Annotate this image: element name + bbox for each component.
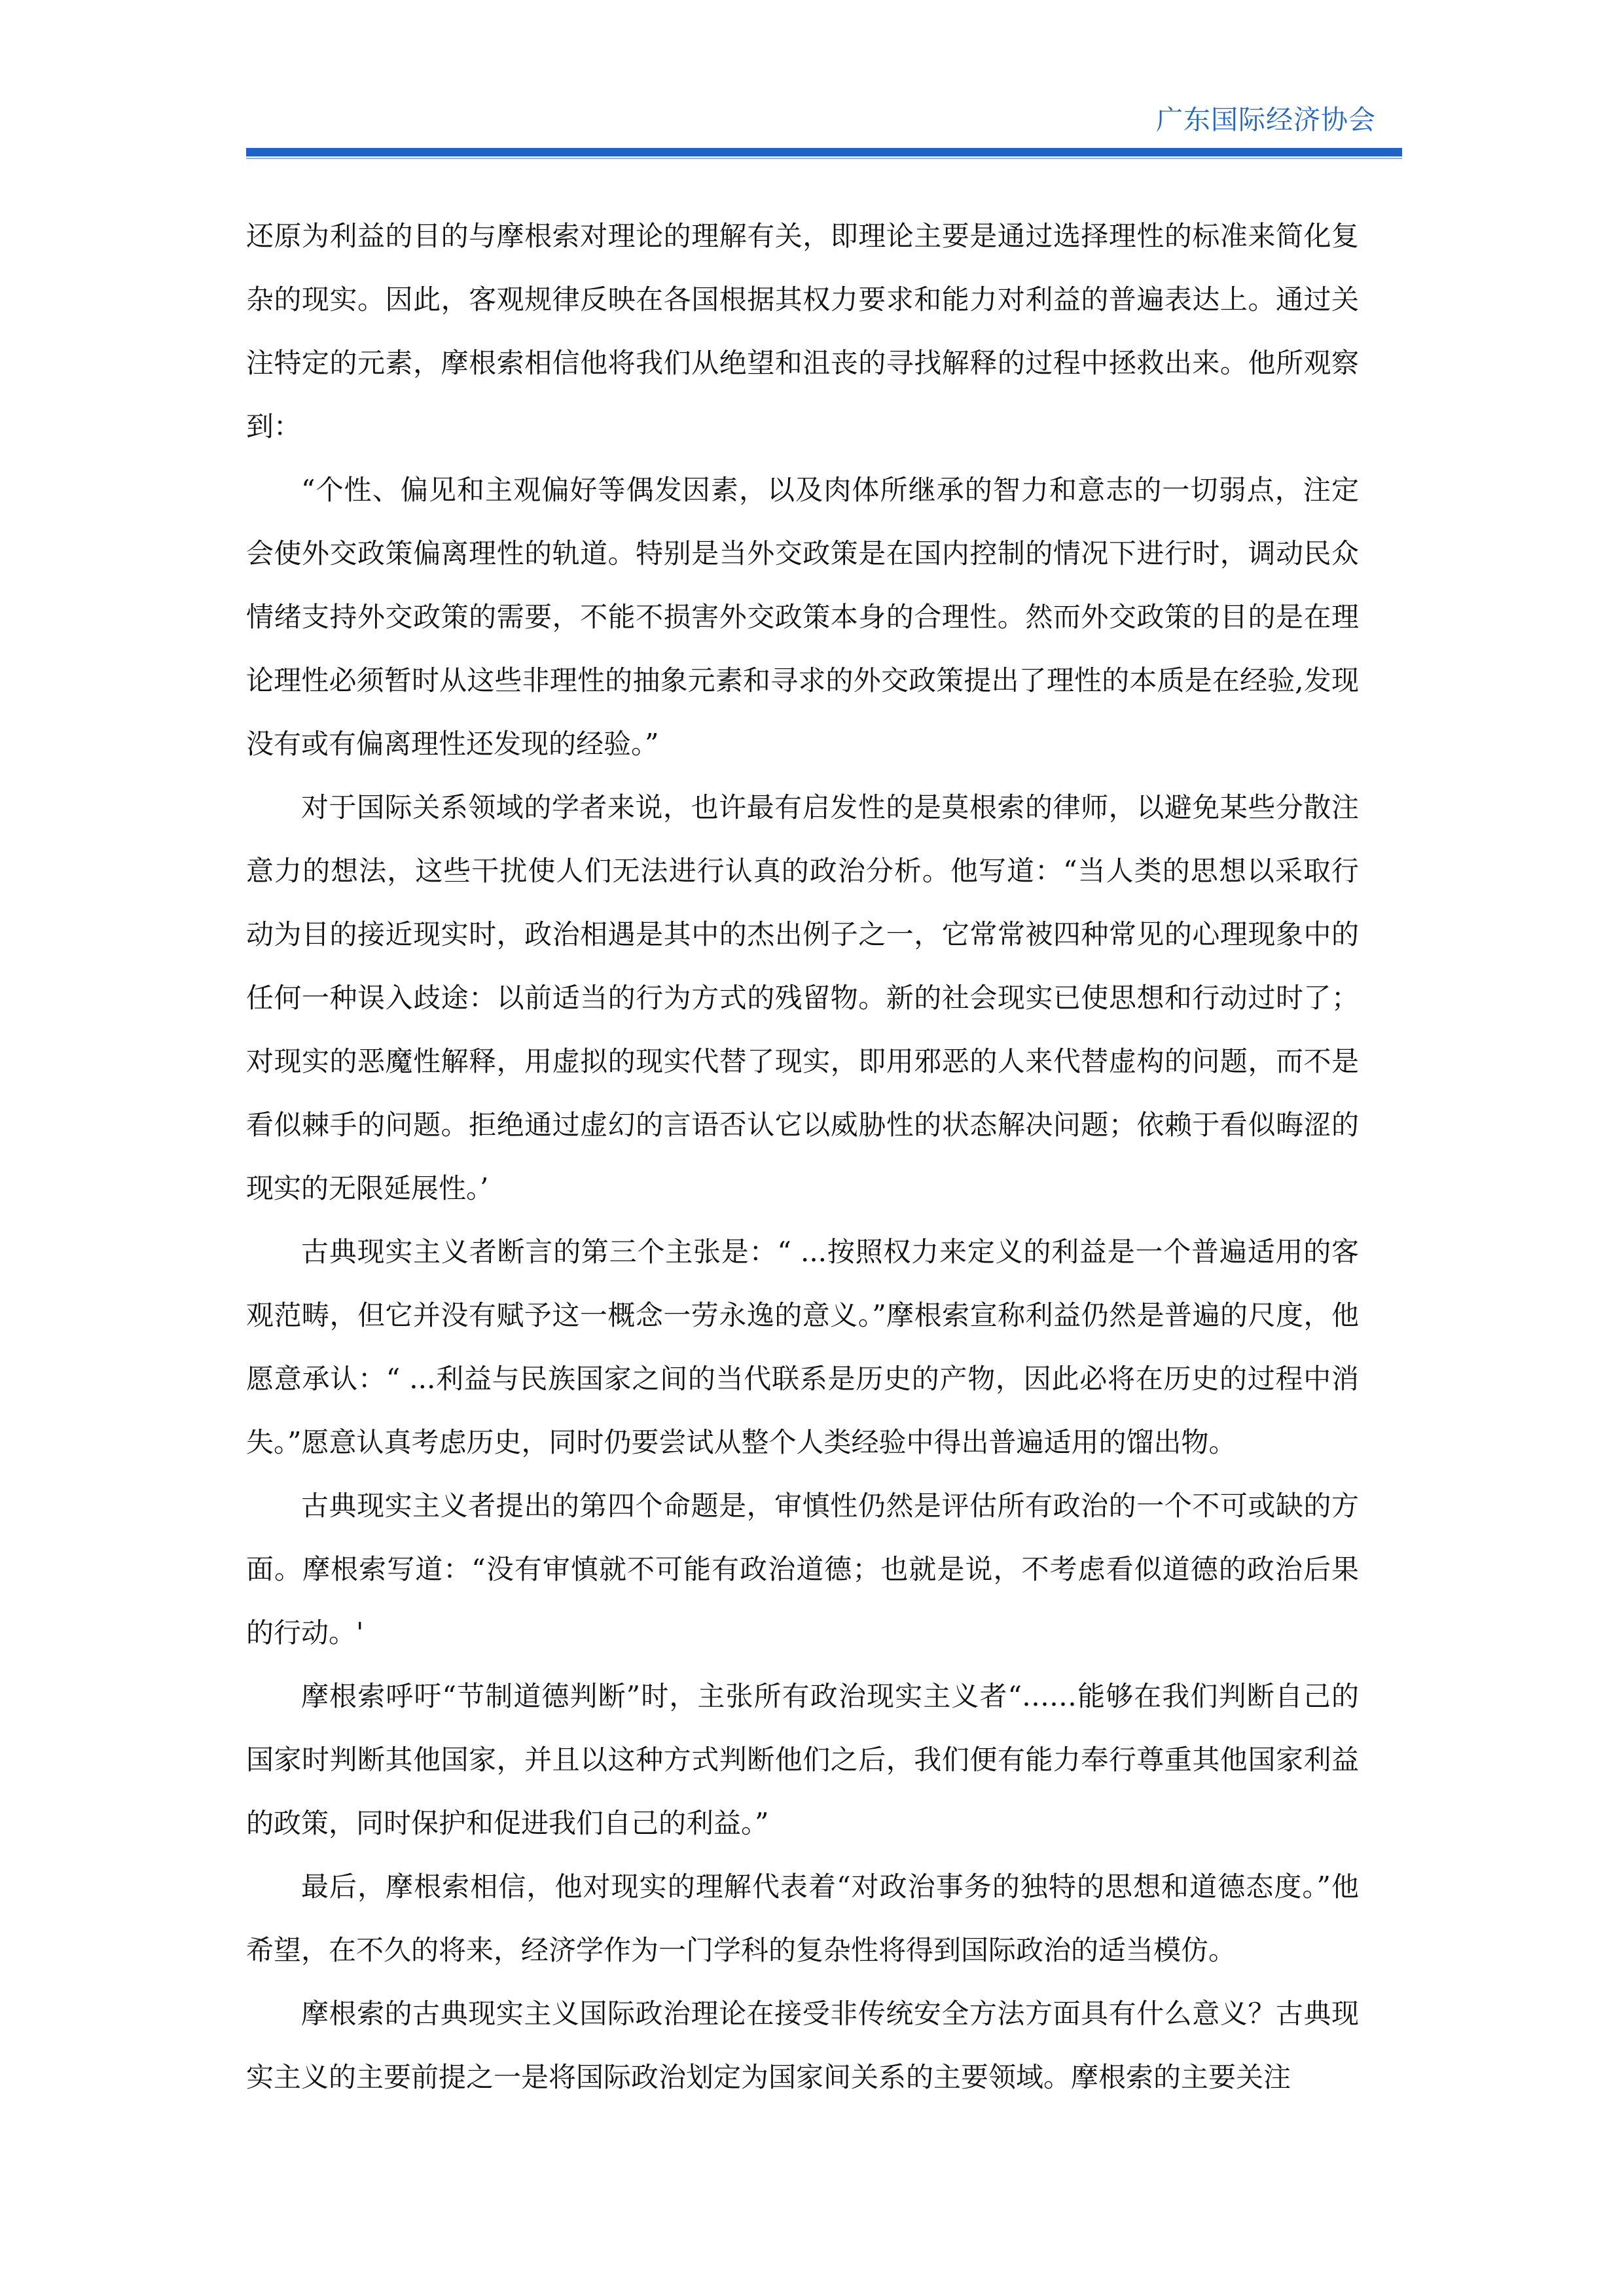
quote-paragraph: “个性、偏见和主观偏好等偶发因素，以及肉体所继承的智力和意志的一切弱点，注定会使外交政策偏离理性的轨道。特别是当外交政策是在国内控制的情况下进行时，调动民众情绪支持外交政策的需要，不能不损害外交政策本身的合理性。然而外交政策的目的是在理论理性必须暂时从这些非理性的抽象元素和寻求的外交政策提出了理性的本质是在经验,发现没有或有偏离理性还发现的经验。” [246,474,1359,760]
document-body [246,204,1359,2109]
body-paragraph: 对于国际关系领域的学者来说，也许最有启发性的是莫根索的律师，以避免某些分散注意力的想法，这些干扰使人们无法进行认真的政治分析。他写道：“当人类的思想以采取行动为目的接近现实时，政治相遇是其中的杰出例子之一，它常常被四种常见的心理现象中的任何一种误入歧途：以前适当的行为方式的残留物。新的社会现实已使思想和行动过时了；对现实的恶魔性解释，用虚拟的现实代替了现实，即用邪恶的人来代替虚构的问题，而不是看似棘手的问题。拒绝通过虚幻的言语否认它以威胁性的状态解决问题；依赖于看似晦涩的现实的无限延展性。’ [246,791,1359,1204]
organization-name: 广东国际经济协会 [1156,104,1376,135]
header-divider [246,148,1402,156]
page-header [246,0,1402,160]
body-paragraph: 最后，摩根索相信，他对现实的理解代表着“对政治事务的独特的思想和道德态度。”他希望，在不久的将来，经济学作为一门学科的复杂性将得到国际政治的适当模仿。 [246,1871,1359,1966]
body-paragraph: 还原为利益的目的与摩根索对理论的理解有关，即理论主要是通过选择理性的标准来简化复杂的现实。因此，客观规律反映在各国根据其权力要求和能力对利益的普遍表达上。通过关注特定的元素，摩根索相信他将我们从绝望和沮丧的寻找解释的过程中拯救出来。他所观察到： [246,220,1359,442]
body-paragraph: 古典现实主义者提出的第四个命题是，审慎性仍然是评估所有政治的一个不可或缺的方面。摩根索写道：“没有审慎就不可能有政治道德；也就是说，不考虑看似道德的政治后果的行动。' [246,1490,1359,1649]
body-paragraph: 摩根索呼吁“节制道德判断”时，主张所有政治现实主义者“……能够在我们判断自己的国家时判断其他国家，并且以这种方式判断他们之后，我们便有能力奉行尊重其他国家利益的政策，同时保护和促进我们自己的利益。” [246,1680,1359,1839]
body-paragraph: 摩根索的古典现实主义国际政治理论在接受非传统安全方法方面具有什么意义？古典现实主义的主要前提之一是将国际政治划定为国家间关系的主要领域。摩根索的主要关注 [246,1998,1359,2093]
header-divider-thin [246,158,1402,159]
body-paragraph: 古典现实主义者断言的第三个主张是：“ ...按照权力来定义的利益是一个普遍适用的客观范畴，但它并没有赋予这一概念一劳永逸的意义。”摩根索宣称利益仍然是普遍的尺度，他愿意承认：“ ...利益与民族国家之间的当代联系是历史的产物，因此必将在历史的过程中消失。”愿意认真考虑历史，同时仍要尝试从整个人类经验中得出普遍适用的馏出物。 [246,1236,1359,1458]
